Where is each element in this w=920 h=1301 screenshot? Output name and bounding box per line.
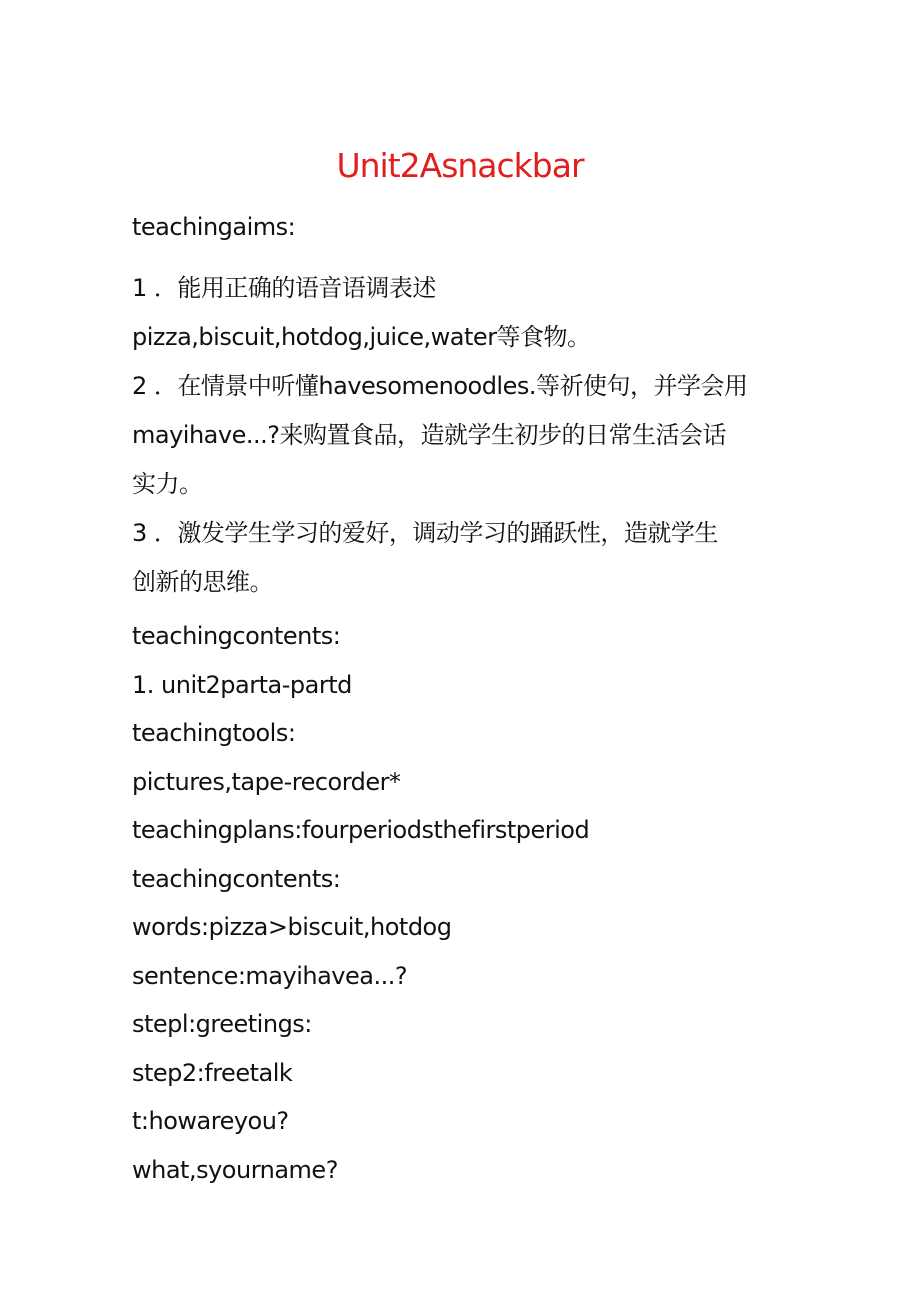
dialogue-line-2: what,syourname? [132,1156,338,1184]
tools-list: pictures,tape-recorder* [132,768,401,796]
aim-2-line-1: 2 ．在情景中听懂havesomenoodles.等祈使句，并学会用 [132,372,748,400]
aim-1-line-2: pizza,biscuit,hotdog,juice,water等食物。 [132,323,591,351]
heading-teaching-contents: teachingcontents: [132,622,341,650]
teaching-plans: teachingplans:fourperiodsthefirstperiod [132,816,590,844]
aim-1-line-1: 1 ．能用正确的语音语调表述 [132,274,436,302]
dialogue-line-1: t:howareyou? [132,1107,289,1135]
words-line: words:pizza>biscuit,hotdog [132,913,452,941]
document-title: Unit2Asnackbar [336,146,584,185]
sentence-line: sentence:mayihavea...? [132,962,408,990]
aim-3-line-1: 3 ．激发学生学习的爱好，调动学习的踊跃性，造就学生 [132,519,718,547]
step-1-line: stepl:greetings: [132,1010,312,1038]
heading-teaching-aims: teachingaims: [132,213,296,241]
heading-teaching-contents-2: teachingcontents: [132,865,341,893]
heading-teaching-tools: teachingtools: [132,719,296,747]
aim-3-line-2: 创新的思维。 [132,568,273,596]
aim-2-line-3: 实力。 [132,470,203,498]
contents-item-1: 1. unit2parta-partd [132,671,352,699]
step-2-line: step2:freetalk [132,1059,293,1087]
aim-2-line-2: mayihave...?来购置食品，造就学生初步的日常生活会话 [132,421,726,449]
